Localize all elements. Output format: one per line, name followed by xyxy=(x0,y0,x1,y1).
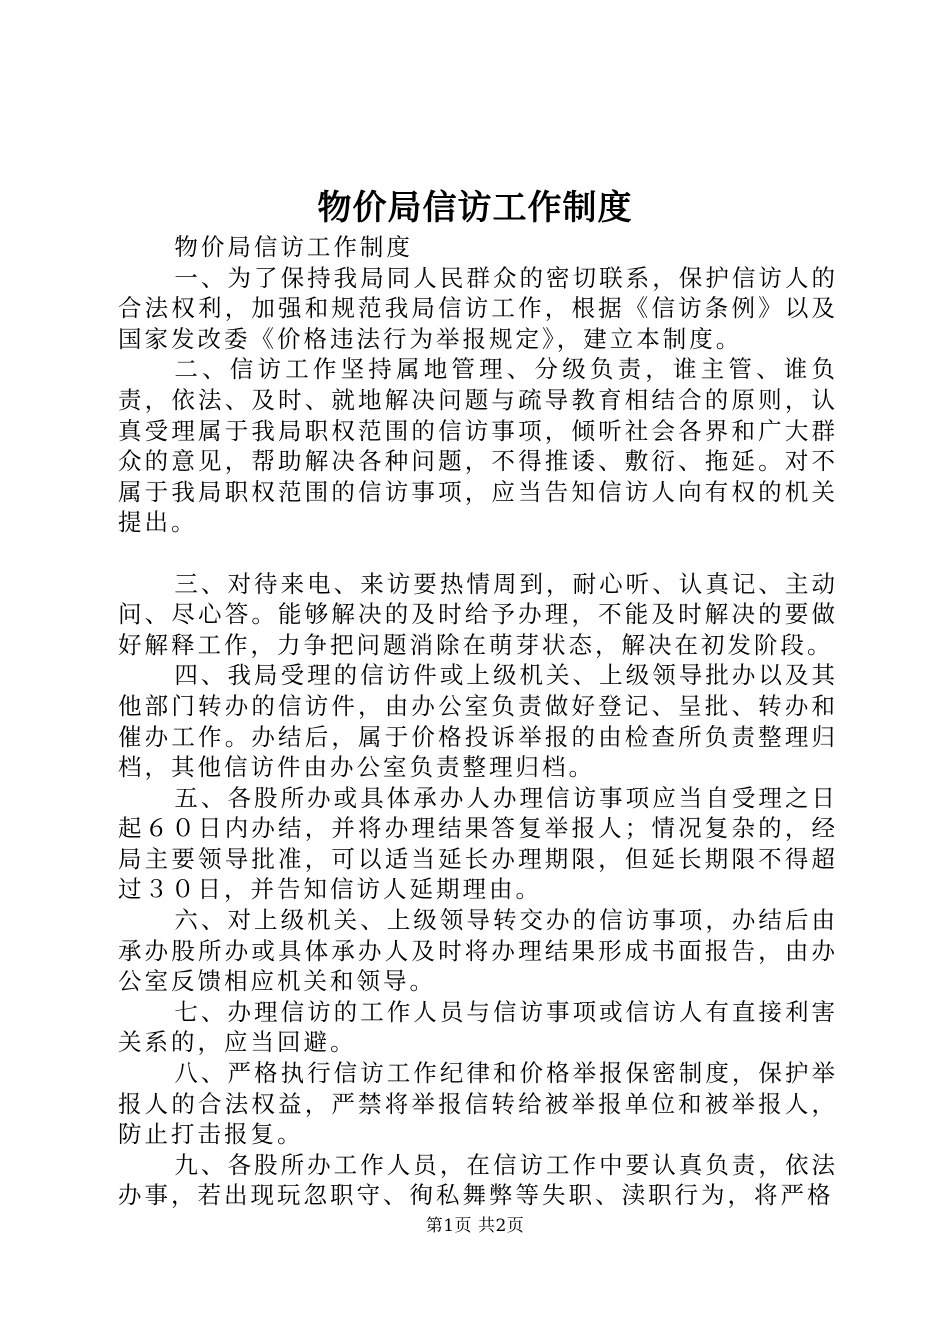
paragraph-1: 一、为了保持我局同人民群众的密切联系，保护信访人的合法权利，加强和规范我局信访工作，根据《信访条例》以及国家发改委《价格违法行为举报规定》，建立本制度。 xyxy=(118,263,838,353)
paragraph-8: 八、严格执行信访工作纪律和价格举报保密制度，保护举报人的合法权益，严禁将举报信转给被举报单位和被举报人，防止打击报复。 xyxy=(118,1059,838,1149)
document-title: 物价局信访工作制度 xyxy=(317,188,633,228)
paragraph-5: 五、各股所办或具体承办人办理信访事项应当自受理之日起６０日内办结，并将办理结果答复举报人；情况复杂的，经局主要领导批准，可以适当延长办理期限，但延长期限不得超过３０日，并告知信访人延期理由。 xyxy=(118,783,838,904)
document-body xyxy=(118,232,838,1211)
paragraph-4: 四、我局受理的信访件或上级机关、上级领导批办以及其他部门转办的信访件，由办公室负责做好登记、呈批、转办和催办工作。办结后，属于价格投诉举报的由检查所负责整理归档，其他信访件由办公室负责整理归档。 xyxy=(118,661,838,782)
page-number: 第1页 共2页 xyxy=(425,1216,525,1236)
paragraph-6: 六、对上级机关、上级领导转交办的信访事项，办结后由承办股所办或具体承办人及时将办理结果形成书面报告，由办公室反馈相应机关和领导。 xyxy=(118,906,838,996)
document-subtitle: 物价局信访工作制度 xyxy=(174,233,413,261)
paragraph-2: 二、信访工作坚持属地管理、分级负责，谁主管、谁负责，依法、及时、就地解决问题与疏导教育相结合的原则，认真受理属于我局职权范围的信访事项，倾听社会各界和广大群众的意见，帮助解决各种问题，不得推诿、敷衍、拖延。对不属于我局职权范围的信访事项，应当告知信访人向有权的机关提出。 xyxy=(118,355,838,537)
paragraph-9: 九、各股所办工作人员，在信访工作中要认真负责，依法办事，若出现玩忽职守、徇私舞弊等失职、渎职行为，将严格 xyxy=(118,1150,838,1210)
paragraph-3: 三、对待来电、来访要热情周到，耐心听、认真记、主动问、尽心答。能够解决的及时给予办理，不能及时解决的要做好解释工作，力争把问题消除在萌芽状态，解决在初发阶段。 xyxy=(118,569,838,659)
paragraph-7: 七、办理信访的工作人员与信访事项或信访人有直接利害关系的，应当回避。 xyxy=(118,997,838,1057)
